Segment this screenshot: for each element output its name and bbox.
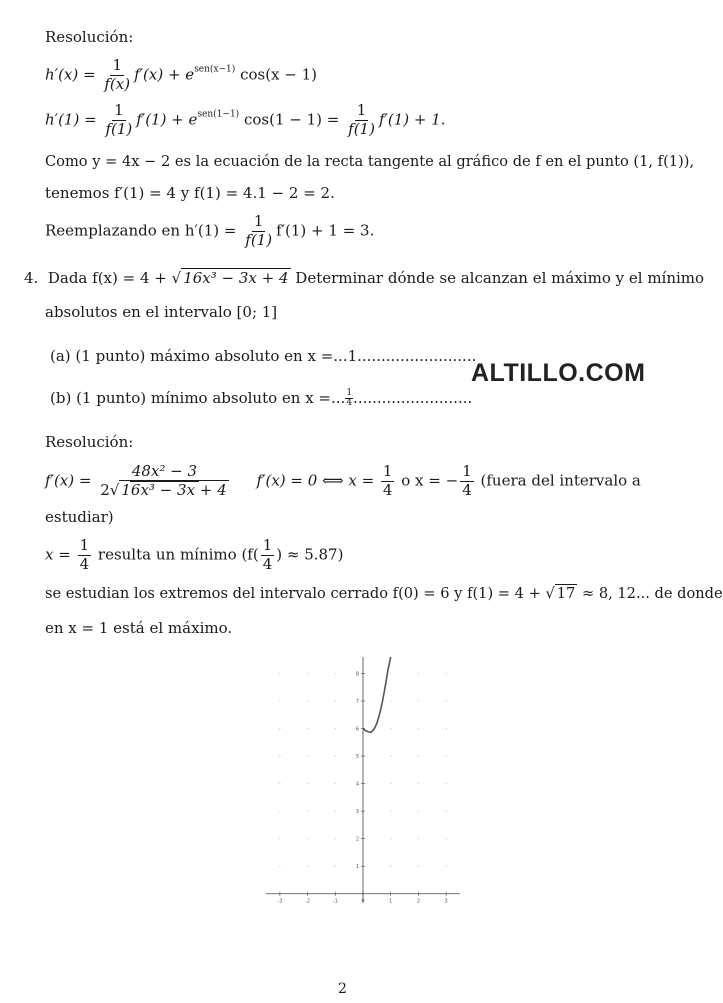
grid-dot (418, 810, 419, 811)
equation-h-prime-x: h′(x) = $\frac{1}{f(x)}$ $f'(x) + e^{sen(x-1)}$ cos(x − 1) (45, 56, 318, 93)
grid-dot (445, 755, 446, 756)
x-tick-label: 2 (416, 898, 421, 905)
item-a-max: (a) (1 punto) máximo absoluto en x =...1......................... (50, 347, 477, 365)
derivative-equation: f′(x) = $\frac{\text{48x² − 3}}{\text{2√ 16x³ − 3x + 4}}$ f′(x) = 0 ⟺ x = $\frac{1}{4}$ o x = − $\frac{1}{4}$ (fuera del intervalo a (45, 462, 641, 499)
grid-dot (307, 810, 308, 811)
y-tick-label: 6 (355, 726, 359, 733)
grid-dot (307, 838, 308, 839)
x-tick-label: 1 (389, 898, 393, 905)
grid-dot (335, 755, 336, 756)
grid-dot (418, 783, 419, 784)
grid-dot (335, 810, 336, 811)
grid-dot (335, 728, 336, 729)
y-tick-label: 3 (355, 809, 359, 816)
grid-dot (418, 755, 419, 756)
y-tick-label: 2 (355, 836, 359, 843)
resolution-heading-1: Resolución: (45, 28, 134, 46)
grid-dot (279, 755, 280, 756)
x-tick-label: -2 (305, 898, 311, 905)
grid-dot (390, 700, 391, 701)
grid-dot (445, 673, 446, 674)
grid-dot (445, 866, 446, 867)
grid-dot (390, 783, 391, 784)
grid-dot (418, 866, 419, 867)
grid-dot (418, 673, 419, 674)
x-tick-label: -1 (332, 898, 338, 905)
grid-dot (307, 866, 308, 867)
derivative-line2: estudiar) (45, 508, 114, 526)
tangent-line-text: Como y = 4x − 2 es la ecuación de la recta tangente al gráfico de f en el punto (1, f(1)), (45, 153, 695, 170)
grid-dot (335, 866, 336, 867)
grid-dot (390, 866, 391, 867)
grid-dot (445, 783, 446, 784)
grid-dot (279, 728, 280, 729)
x-tick-label: 3 (444, 898, 448, 905)
resolution-heading-2: Resolución: (45, 433, 134, 451)
grid-dot (445, 810, 446, 811)
function-graph (262, 655, 464, 920)
problem-4-statement-line2: absolutos en el intervalo [0; 1] (45, 303, 278, 321)
grid-dot (335, 700, 336, 701)
grid-dot (335, 673, 336, 674)
grid-dot (279, 866, 280, 867)
x-tick-label: -3 (277, 898, 283, 905)
y-tick-label: 8 (355, 671, 359, 678)
conclusion: en x = 1 está el máximo. (45, 619, 233, 637)
grid-dot (418, 838, 419, 839)
grid-dot (279, 700, 280, 701)
tangent-values-text: tenemos f′(1) = 4 y f(1) = 4.1 − 2 = 2. (45, 184, 335, 202)
item-b-min: (b) (1 punto) mínimo absoluto en x =... $\frac{1}{4}$ ......................... (50, 388, 473, 409)
grid-dot (418, 700, 419, 701)
equation-h-prime-1: h′(1) = $\frac{1}{f(1)}$ $f'(1) + e^{sen(1-1)}$ cos(1 − 1) = $\frac{1}{f(1)}$ f′(1) + 1. (45, 101, 446, 138)
minimum-statement: x = $\frac{1}{4}$ resulta un mínimo (f( $\frac{1}{4}$ ) ≈ 5.87) (45, 536, 344, 573)
altillo-watermark: ALTILLO.COM (471, 359, 646, 387)
x-tick-label: 0 (361, 898, 365, 905)
grid-dot (390, 755, 391, 756)
replace-equation: Reemplazando en h′(1) = $\frac{1}{f(1)}$ f′(1) + 1 = 3. (45, 212, 375, 249)
grid-dot (335, 783, 336, 784)
function-curve (363, 657, 391, 732)
y-tick-label: 1 (355, 864, 359, 871)
grid-dot (279, 783, 280, 784)
y-tick-label: 5 (355, 754, 359, 761)
grid-dot (307, 700, 308, 701)
interval-endpoints: se estudian los extremos del intervalo cerrado f(0) = 6 y f(1) = 4 + √ 17 ≈ 8, 12... de donde (45, 585, 723, 602)
grid-dot (307, 673, 308, 674)
grid-dot (445, 728, 446, 729)
grid-dot (390, 838, 391, 839)
grid-dot (390, 810, 391, 811)
grid-dot (307, 755, 308, 756)
grid-dot (445, 838, 446, 839)
grid-dot (390, 673, 391, 674)
y-tick-label: 4 (355, 781, 359, 788)
grid-dot (279, 810, 280, 811)
problem-4-statement: 4. Dada f(x) = 4 + √ 16x³ − 3x + 4 Determinar dónde se alcanzan el máximo y el mínimo (24, 269, 705, 287)
grid-dot (307, 783, 308, 784)
grid-dot (390, 728, 391, 729)
grid-dot (418, 728, 419, 729)
grid-dot (335, 838, 336, 839)
grid-dot (279, 838, 280, 839)
page-number: 2 (338, 981, 347, 997)
grid-dot (445, 700, 446, 701)
grid-dot (307, 728, 308, 729)
grid-dot (279, 673, 280, 674)
y-tick-label: 7 (355, 699, 359, 706)
